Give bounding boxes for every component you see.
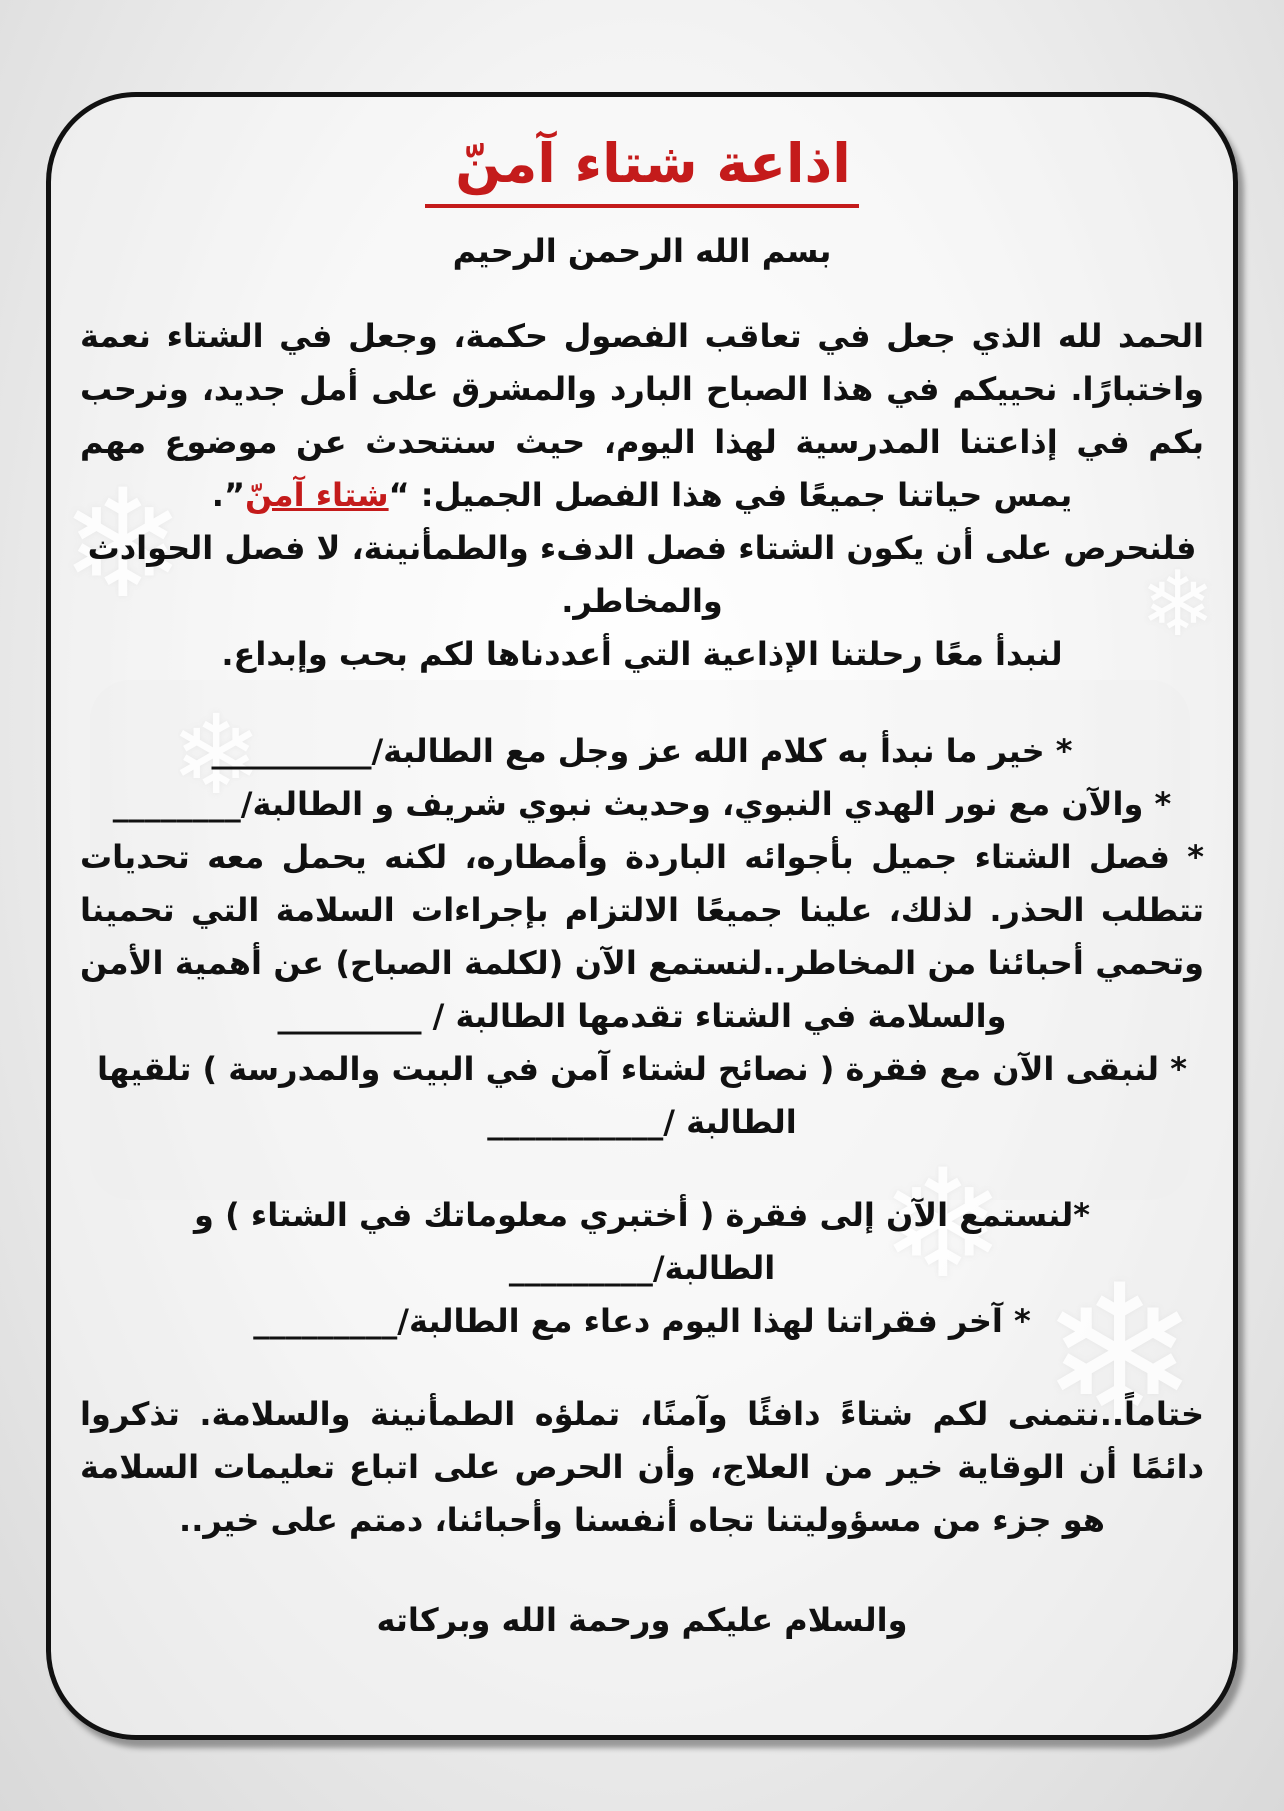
- program-item-tips: * لنبقى الآن مع فقرة ( نصائح لشتاء آمن في البيت والمدرسة ) تلقيها الطالبة /___________: [97, 1049, 1187, 1141]
- conclusion-paragraph: ختاماً..نتمنى لكم شتاءً دافئًا وآمنًا، تملؤه الطمأنينة والسلامة. تذكروا دائمًا أن الوقاية خير من العلاج، وأن الحرص على اتباع تعليمات السلامة هو جزء من مسؤوليتنا تجاه أنفسنا وأحبائنا، دمتم على خير..: [80, 1394, 1204, 1539]
- spacer: [70, 1348, 1214, 1388]
- basmala: بسم الله الرحمن الرحيم: [452, 231, 832, 270]
- spacer: [70, 681, 1214, 725]
- closing-greeting: والسلام عليكم ورحمة الله وبركاته: [376, 1600, 908, 1639]
- broadcast-document: [70, 130, 1214, 1647]
- spacer: [70, 1149, 1214, 1189]
- intro-text: الحمد لله الذي جعل في تعاقب الفصول حكمة، وجعل في الشتاء نعمة واختبارًا. نحييكم في هذا الصباح البارد والمشرق على أمل جديد، ونرحب بكم في إذاعتنا المدرسية لهذا اليوم، حيث سنتحدث عن موضوع مهم يمس حياتنا جميعًا في هذا الفصل الجميل: “: [80, 316, 1204, 514]
- program-item-speech: * فصل الشتاء جميل بأجوائه الباردة وأمطاره، لكنه يحمل معه تحديات تتطلب الحذر. لذلك، علينا جميعًا الالتزام بإجراءات السلامة التي تحمينا وتحمي أحبائنا من المخاطر..لنستمع الآن (لكلمة الصباح) عن أهمية الأمن والسلامة في الشتاء تقدمها الطالبة / _________: [80, 837, 1204, 1035]
- topic-highlight: شتاء آمنّ: [244, 475, 389, 514]
- program-item-hadith: * والآن مع نور الهدي النبوي، وحديث نبوي شريف و الطالبة/________: [112, 784, 1172, 823]
- program-item-quiz: *لنستمع الآن إلى فقرة ( أختبري معلوماتك في الشتاء ) و الطالبة/_________: [194, 1195, 1090, 1287]
- intro-line: لنبدأ معًا رحلتنا الإذاعية التي أعددناها لكم بحب وإبداع.: [221, 634, 1063, 673]
- snowflake-icon: ❄: [1140, 552, 1216, 657]
- snowflake-icon: ❄: [880, 1138, 1006, 1312]
- intro-text-end: ”.: [211, 475, 245, 514]
- snowflake-icon: ❄: [170, 691, 263, 819]
- intro-paragraph: [70, 310, 1214, 522]
- program-item-quran: * خير ما نبدأ به كلام الله عز وجل مع الطالبة/__________: [211, 731, 1073, 770]
- snowflake-icon: ❄: [60, 458, 186, 632]
- program-item-dua: * آخر فقراتنا لهذا اليوم دعاء مع الطالبة/_________: [253, 1301, 1031, 1340]
- intro-line: فلنحرص على أن يكون الشتاء فصل الدفء والطمأنينة، لا فصل الحوادث والمخاطر.: [87, 528, 1197, 620]
- snowflake-icon: ❄: [1040, 1244, 1200, 1465]
- spacer: [70, 1547, 1214, 1587]
- page-title: اذاعة شتاء آمنّ: [425, 130, 859, 208]
